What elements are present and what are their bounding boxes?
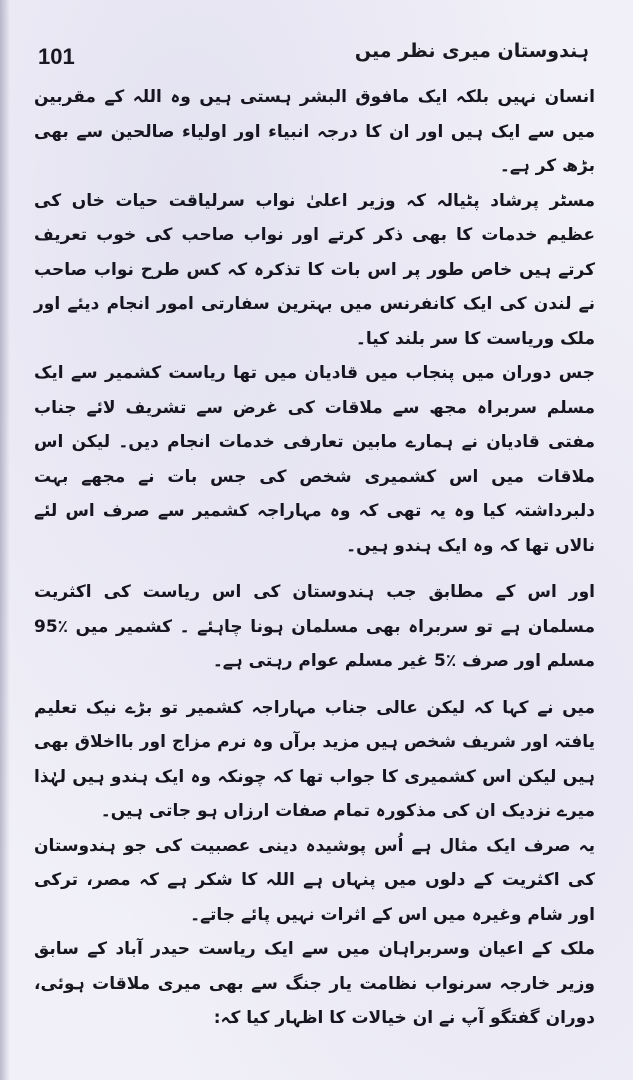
page-body <box>34 80 595 1036</box>
running-title: ہندوستان میری نظر میں <box>354 40 589 62</box>
paragraph: ملک کے اعیان وسربراہان میں سے ایک ریاست حیدر آباد کے سابق وزیر خارجہ سرنواب نظامت یار جنگ سے بھی میری ملاقات ہوئی، دوران گفتگو آپ نے ان خیالات کا اظہار کیا کہ: <box>34 939 595 1028</box>
paragraph: میں نے کہا کہ لیکن عالی جناب مہاراجہ کشمیر تو بڑے نیک تعلیم یافتہ اور شریف شخص ہیں مزید برآں وہ نرم مزاج اور بااخلاق بھی ہیں لیکن اس کشمیری کا جواب تھا کہ چونکہ وہ ایک ہندو ہیں لہٰذا میرے نزدیک ان کی مذکورہ تمام صفات ارزاں ہو جاتی ہیں۔ <box>34 697 595 821</box>
page-number: 101 <box>38 44 75 69</box>
paragraph: انسان نہیں بلکہ ایک مافوق البشر ہستی ہیں وہ اللہ کے مقربین میں سے ایک ہیں اور ان کا درجہ انبیاء اور اولیاء صالحین سے بھی بڑھ کر ہے۔ <box>34 87 595 176</box>
page-header <box>30 40 589 80</box>
paragraph: اور اس کے مطابق جب ہندوستان کی اس ریاست کی اکثریت مسلمان ہے تو سربراہ بھی مسلمان ہونا چاہئے ۔ کشمیر میں ٪95 مسلم اور صرف ٪5 غیر مسلم عوام رہتی ہے۔ <box>34 582 595 671</box>
paragraph: مسٹر پرشاد پٹیالہ کہ وزیر اعلیٰ نواب سرلیاقت حیات خاں کی عظیم خدمات کا بھی ذکر کرتے اور نواب صاحب کی خوب تعریف کرتے ہیں خاص طور پر اس بات کا تذکرہ کہ کس طرح نواب صاحب نے لندن کی ایک کانفرنس میں بہترین سفارتی امور انجام دیئے اور ملک وریاست کا سر بلند کیا۔ <box>34 190 595 349</box>
page-gutter-shadow <box>0 0 10 1080</box>
paragraph: یہ صرف ایک مثال ہے اُس پوشیدہ دینی عصبیت کی جو ہندوستان کی اکثریت کے دلوں میں پنہاں ہے اللہ کا شکر ہے کہ مصر، ترکی اور شام وغیرہ میں اس کے اثرات نہیں پائے جاتے۔ <box>34 835 595 925</box>
paragraph: جس دوران میں پنجاب میں قادیان میں تھا ریاست کشمیر سے ایک مسلم سربراہ مجھ سے ملاقات کی غرض سے تشریف لائے جناب مفتی قادیان نے ہمارے مابین تعارفی خدمات انجام دیں۔ لیکن اس ملاقات میں اس کشمیری شخص کی جس بات نے مجھے بہت دلبرداشتہ کیا وہ یہ تھی کہ وہ مہاراجہ کشمیر سے صرف اس لئے نالاں تھا کہ وہ ایک ہندو ہیں۔ <box>34 363 595 556</box>
